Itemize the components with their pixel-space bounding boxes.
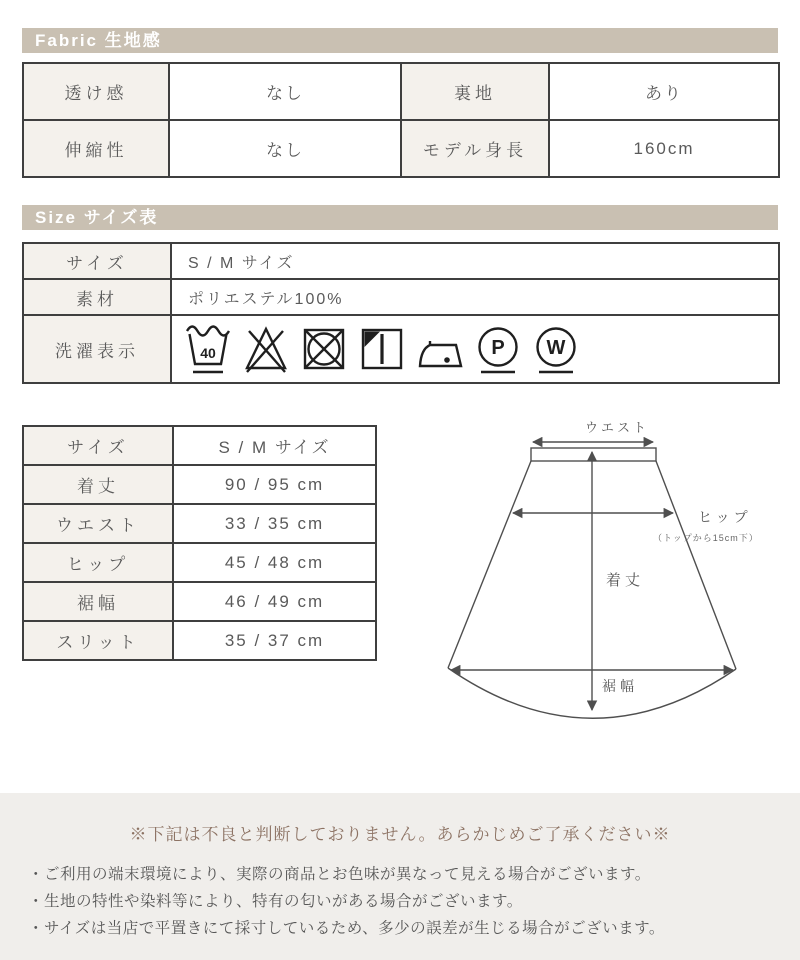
table-row — [23, 582, 376, 621]
diagram-hip-note-label: （トップから15cm下） — [653, 533, 759, 543]
size-section-title: Size サイズ表 — [35, 208, 159, 227]
table-row — [23, 279, 779, 315]
fabric-section-header — [22, 28, 778, 53]
meas-value-waist: 33 / 35 cm — [173, 504, 376, 543]
skirt-outline-drawing — [410, 415, 790, 745]
svg-text:40: 40 — [200, 345, 216, 361]
diagram-hem-label: 裾幅 — [602, 678, 638, 694]
size-section-header — [22, 205, 778, 230]
care-symbols-row — [172, 321, 778, 377]
size-label-size: サイズ — [23, 243, 171, 279]
fabric-label-model-height: モデル身長 — [401, 120, 549, 177]
meas-value-size: S / M サイズ — [173, 426, 376, 465]
fabric-value-sheerness: なし — [169, 63, 401, 120]
table-row — [23, 120, 779, 177]
fabric-value-stretch: なし — [169, 120, 401, 177]
size-info-table — [22, 242, 780, 384]
wash-40-icon — [184, 321, 232, 377]
list-item: ・生地の特性や染料等により、特有の匂いがある場合がございます。 — [28, 893, 523, 910]
meas-label-length: 着丈 — [23, 465, 173, 504]
no-bleach-icon — [242, 321, 290, 377]
fabric-value-model-height: 160cm — [549, 120, 779, 177]
measurement-table — [22, 425, 377, 661]
diagram-waist-label: ウエスト — [585, 420, 650, 435]
table-row — [23, 63, 779, 120]
fabric-value-lining: あり — [549, 63, 779, 120]
size-value-material: ポリエステル100% — [171, 279, 779, 315]
meas-value-slit: 35 / 37 cm — [173, 621, 376, 660]
fabric-label-lining: 裏地 — [401, 63, 549, 120]
list-item: ・サイズは当店で平置きにて採寸しているため、多少の誤差が生じる場合がございます。 — [28, 920, 665, 937]
fabric-label-stretch: 伸縮性 — [23, 120, 169, 177]
meas-value-hip: 45 / 48 cm — [173, 543, 376, 582]
care-symbols-cell — [171, 315, 779, 383]
size-value-size: S / M サイズ — [171, 243, 779, 279]
table-row — [23, 621, 376, 660]
fabric-label-sheerness: 透け感 — [23, 63, 169, 120]
svg-text:W: W — [546, 337, 566, 359]
notes-section — [0, 793, 800, 960]
notes-list — [28, 861, 772, 942]
meas-label-waist: ウエスト — [23, 504, 173, 543]
iron-low-icon — [416, 321, 464, 377]
wet-clean-w-icon — [532, 321, 580, 377]
table-row — [23, 504, 376, 543]
size-label-material: 素材 — [23, 279, 171, 315]
dry-clean-p-icon — [474, 321, 522, 377]
meas-label-hip: ヒップ — [23, 543, 173, 582]
diagram-length-label: 着丈 — [606, 572, 645, 589]
fabric-section-title: Fabric 生地感 — [35, 31, 162, 50]
table-row — [23, 315, 779, 383]
table-row — [23, 543, 376, 582]
fabric-table — [22, 62, 780, 178]
svg-text:P: P — [491, 337, 505, 359]
meas-label-size: サイズ — [23, 426, 173, 465]
notes-title: ※下記は不良と判断しておりません。あらかじめご了承ください※ — [129, 825, 671, 844]
size-label-care: 洗濯表示 — [23, 315, 171, 383]
meas-label-hem: 裾幅 — [23, 582, 173, 621]
table-row — [23, 465, 376, 504]
meas-value-hem: 46 / 49 cm — [173, 582, 376, 621]
list-item: ・ご利用の端末環境により、実際の商品とお色味が異なって見える場合がございます。 — [28, 866, 651, 883]
no-tumble-dry-icon — [300, 321, 348, 377]
diagram-hip-label: ヒップ — [698, 509, 752, 525]
table-row — [23, 426, 376, 465]
table-row — [23, 243, 779, 279]
meas-value-length: 90 / 95 cm — [173, 465, 376, 504]
meas-label-slit: スリット — [23, 621, 173, 660]
shade-line-dry-icon — [358, 321, 406, 377]
skirt-diagram — [410, 415, 790, 745]
